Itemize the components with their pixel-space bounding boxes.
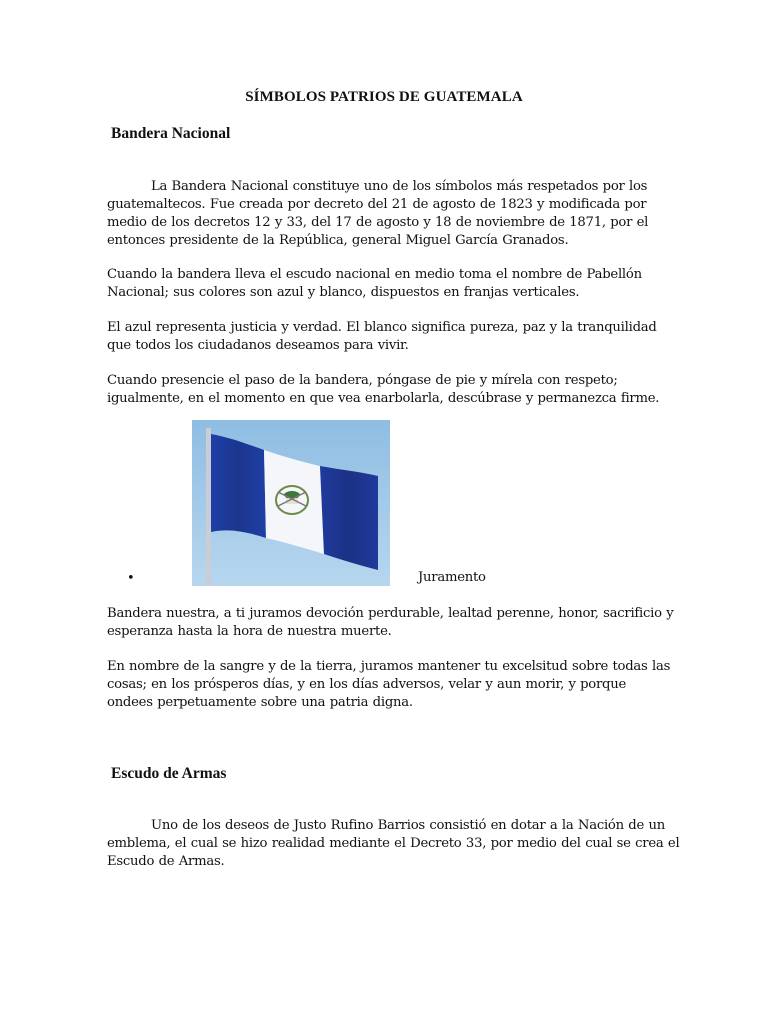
- text-line: ondees perpetuamente sobre una patria digna.: [107, 695, 413, 710]
- text-line: guatemaltecos. Fue creada por decreto del 21 de agosto de 1823 y modificada por: [107, 197, 647, 212]
- paragraph: [107, 658, 671, 712]
- text-line: medio de los decretos 12 y 33, del 17 de agosto y 18 de noviembre de 1871, por el: [107, 215, 649, 230]
- text-line: Uno de los deseos de Justo Rufino Barrios consistió en dotar a la Nación de un: [151, 818, 665, 833]
- section-heading-bandera: Bandera Nacional: [111, 125, 231, 142]
- text-line: entonces presidente de la República, general Miguel García Granados.: [107, 233, 569, 248]
- page-title: SÍMBOLOS PATRIOS DE GUATEMALA: [245, 89, 523, 105]
- text-line: Escudo de Armas.: [107, 854, 225, 869]
- paragraph: [107, 817, 680, 871]
- text-line: Cuando presencie el paso de la bandera, póngase de pie y mírela con respeto;: [107, 373, 618, 388]
- paragraph: [107, 266, 667, 302]
- text-line: cosas; en los prósperos días, y en los días adversos, velar y aun morir, y porque: [107, 677, 627, 692]
- text-line: Bandera nuestra, a ti juramos devoción perdurable, lealtad perenne, honor, sacrificio y: [107, 606, 674, 621]
- text-line: esperanza hasta la hora de nuestra muerte.: [107, 624, 392, 639]
- juramento-label: Juramento: [418, 570, 486, 585]
- text-line: En nombre de la sangre y de la tierra, juramos mantener tu excelsitud sobre todas las: [107, 659, 671, 674]
- section-heading-escudo: Escudo de Armas: [111, 765, 227, 782]
- text-line: Cuando la bandera lleva el escudo nacional en medio toma el nombre de Pabellón: [107, 267, 642, 282]
- paragraph: [107, 605, 674, 641]
- text-line: La Bandera Nacional constituye uno de los símbolos más respetados por los: [151, 179, 648, 194]
- paragraph: [107, 372, 667, 408]
- text-line: que todos los ciudadanos deseamos para vivir.: [107, 338, 409, 353]
- flag-image: [192, 420, 390, 586]
- text-line: Nacional; sus colores son azul y blanco, dispuestos en franjas verticales.: [107, 285, 580, 300]
- paragraph: [107, 319, 667, 355]
- text-line: emblema, el cual se hizo realidad mediante el Decreto 33, por medio del cual se crea el: [107, 836, 680, 851]
- text-line: igualmente, en el momento en que vea enarbolarla, descúbrase y permanezca firme.: [107, 391, 660, 406]
- text-line: El azul representa justicia y verdad. El blanco significa pureza, paz y la tranquilidad: [107, 320, 657, 335]
- paragraph: [107, 178, 667, 250]
- bullet-marker: •: [127, 571, 135, 586]
- guatemala-flag-icon: [192, 420, 390, 586]
